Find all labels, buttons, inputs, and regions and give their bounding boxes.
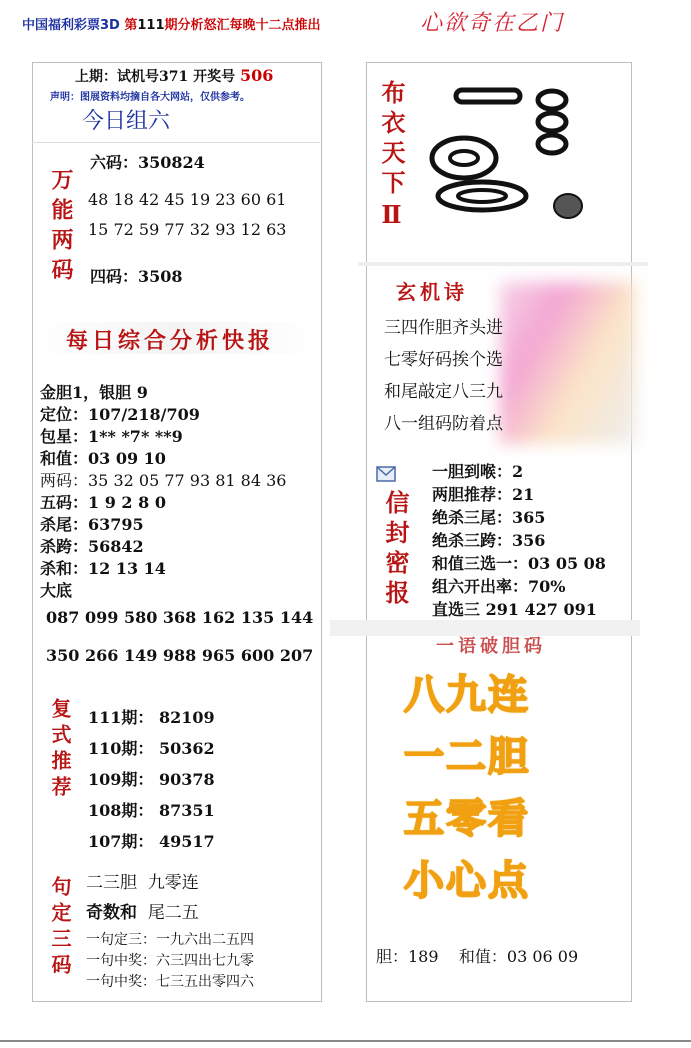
- fushi-list: [88, 702, 215, 857]
- xuanji-line: 三四作胆齐头进: [384, 318, 503, 338]
- buyi-figure: [424, 78, 604, 248]
- header-di: 第: [124, 18, 138, 33]
- juding-line: 一句中奖：六三四出七九零: [86, 953, 254, 969]
- daily-line: 定位：107/218/709: [40, 405, 200, 424]
- bottom-rule: [0, 1040, 691, 1042]
- fushi-value: 90378: [158, 770, 215, 789]
- xuanji-lines: [384, 312, 503, 440]
- four-code: [90, 264, 183, 287]
- fushi-value: 49517: [158, 832, 215, 851]
- xinfeng-line: 直选三 291 427 091: [432, 600, 597, 619]
- yiju-lines: [404, 664, 530, 912]
- four-code-label: 四码：: [90, 267, 139, 286]
- xinfeng-line: 一胆到喉：2: [432, 462, 524, 481]
- xinfeng-line: 两胆推荐：21: [432, 485, 535, 504]
- juding-a1: 二三胆: [86, 873, 137, 893]
- xinfeng-line: 绝杀三尾：365: [432, 508, 546, 527]
- header-prefix: 中国福利彩票3D: [22, 18, 120, 33]
- fushi-row: [88, 733, 215, 764]
- juding-row-a: [86, 868, 199, 893]
- fushi-period: 109期：: [88, 770, 154, 789]
- wanneng-row-1: 48 18 42 45 19 23 60 61: [88, 190, 287, 209]
- xinfeng-line: 和值三选一：03 05 08: [432, 554, 606, 573]
- today-title: 今日组六: [82, 109, 171, 134]
- daily-line: 大底: [40, 581, 73, 600]
- six-code-value: 350824: [138, 153, 205, 172]
- fushi-period: 107期：: [88, 832, 154, 851]
- yiju-line: 八九连: [404, 672, 530, 718]
- fushi-value: 82109: [158, 708, 215, 727]
- juding-b2: 尾二五: [147, 903, 199, 923]
- yiju-title: 一语破胆码: [436, 636, 546, 657]
- juding-line: 一句中奖：七三五出零四六: [86, 974, 254, 990]
- daily-lines: [40, 382, 286, 602]
- fushi-row: [88, 702, 215, 733]
- fushi-period: 111期：: [88, 708, 154, 727]
- envelope-icon: [376, 466, 396, 486]
- xuanji-line: 八一组码防着点: [384, 414, 503, 434]
- disclaimer: 声明：图展资料均摘自各大网站，仅供参考。: [50, 92, 250, 103]
- header-script: 心欲奇在乙门: [420, 11, 565, 36]
- yiju-line: 一二胆: [404, 734, 530, 780]
- xuanji-line: 七零好码挨个选: [384, 350, 503, 370]
- fushi-row: [88, 795, 215, 826]
- xuanji-line: 和尾敲定八三九: [384, 382, 503, 402]
- daily-big-1: 087 099 580 368 162 135 144: [46, 608, 314, 627]
- fushi-period: 110期：: [88, 739, 154, 758]
- xinfeng-label: 信封密报: [381, 490, 410, 610]
- header-issue: 111: [137, 18, 165, 33]
- six-code-label: 六码：: [90, 153, 139, 172]
- xuanji-bar: [358, 262, 648, 266]
- fushi-value: 50362: [158, 739, 215, 758]
- fushi-row: [88, 764, 215, 795]
- juding-a2: 九零连: [147, 873, 199, 893]
- juding-b1: 奇数和: [86, 903, 137, 923]
- prev-result: [75, 66, 273, 86]
- xinfeng-lines: [432, 460, 606, 621]
- prev-label: 上期：试机号371 开奖号: [75, 69, 236, 85]
- daily-line: 杀和：12 13 14: [40, 559, 166, 578]
- yiju-line: 五零看: [404, 796, 530, 842]
- daily-title: 每日综合分析快报: [66, 328, 275, 354]
- six-code: [90, 150, 205, 173]
- juding-label: 句定三码: [48, 876, 72, 980]
- four-code-value: 3508: [138, 267, 183, 286]
- wanneng-row-2: 15 72 59 77 32 93 12 63: [88, 220, 287, 239]
- daily-line: 杀跨：56842: [40, 537, 144, 556]
- daily-line: 金胆1，银胆 9: [40, 383, 148, 402]
- xuanji-title: 玄机诗: [396, 280, 468, 304]
- header-suffix: 期分析怒汇每晚十二点推出: [164, 18, 321, 33]
- daily-line: 和值：03 09 10: [40, 449, 166, 468]
- wanneng-label: 万能两码: [48, 168, 74, 288]
- daily-line: 两码：35 32 05 77 93 81 84 36: [40, 471, 287, 490]
- header-title: [22, 14, 321, 33]
- fushi-label: 复式推荐: [48, 698, 72, 802]
- juding-line: 一句定三：一九六出二五四: [86, 932, 254, 948]
- xinfeng-line: 绝杀三跨：356: [432, 531, 546, 550]
- daily-big-2: 350 266 149 988 965 600 207: [46, 646, 314, 665]
- buyi-figure-icon: [424, 78, 604, 248]
- juding-lines: [86, 930, 254, 993]
- daily-line: 五码：1 9 2 8 0: [40, 493, 166, 512]
- xinfeng-line: 组六开出率：70%: [432, 577, 566, 596]
- buyi-label: 布衣天下Ⅱ: [377, 80, 406, 235]
- prev-value: 506: [239, 66, 274, 85]
- fushi-row: [88, 826, 215, 857]
- daily-line: 包星：1** *7* **9: [40, 427, 183, 446]
- fushi-value: 87351: [158, 801, 215, 820]
- daily-line: 杀尾：63795: [40, 515, 144, 534]
- juding-row-b: [86, 898, 199, 923]
- yiju-line: 小心点: [404, 858, 530, 904]
- xuanji-blur: [500, 282, 636, 444]
- fushi-period: 108期：: [88, 801, 154, 820]
- yiju-footer: 胆：189 和值：03 06 09: [376, 947, 579, 966]
- envelope-icon-svg: [376, 466, 396, 482]
